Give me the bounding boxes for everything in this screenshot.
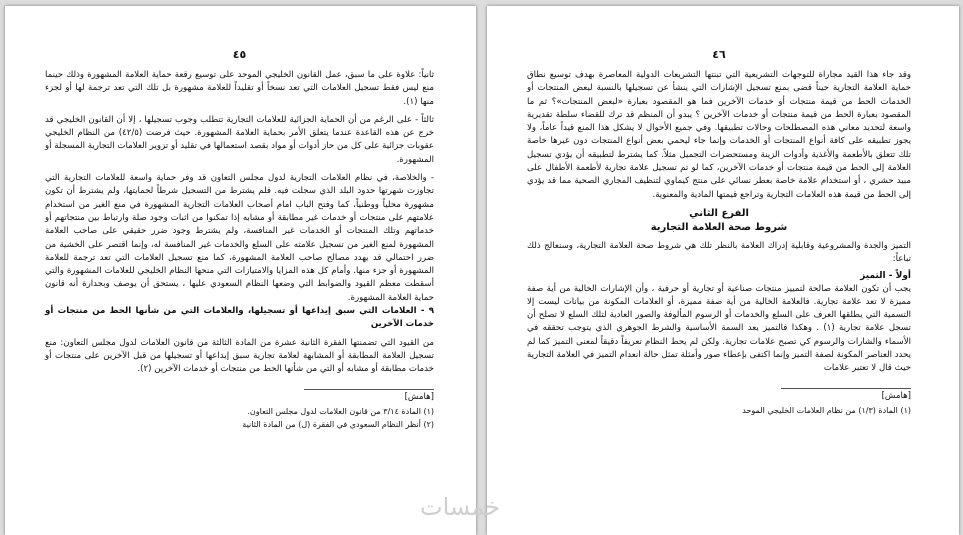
- paragraph: وقد جاء هذا القيد مجاراة للتوجهات التشريعية التي تبنتها التشريعات الدولية المعاصرة بهدف توسيع نطاق حماية العلامة التجارية حيناً قضى بمنع تسجيل الإشارات التي ينشأ عن تسجيلها بالنسبة لبعض المنتجات أو الخدمات الحط من قيمة منتجات أو خدمات الآخرين فما هو المقصود بعبارة «لبعض المنتجات»؟ ثم ما المقصود بعبارة الحط من قيمة منتجات أو خدمات الآخرين ؟ يبدو أن المنظم قد ترك للقضاء سلطة تقديرية واسعة لتحديد معاني هذه المصطلحات وحالات تطبيقها. وفي جميع الأحوال لا يشكل هذا المنع قيداً عاماً، ولا يجوز تطبيقه على كافة أنواع المنتجات أو الخدمات وإنما جاء ليحمي بعض أنواع المنتجات دون غيرها خاصة تلك تتعلق بالأطعمة والأغذية وأدوات الزينة ومستحضرات التجميل مثلاً. كما يشترط لتطبيقه أن يؤدي تسجيل العلامة إلى الحط من قيمة منتجات أو خدمات الآخرين، كما لو تم تسجيل علامة تجارية لأطعمة الأطفال على مبيد حشري ، أو استخدام علامة خاصة بعطر نسائي على منتج كيماوي لتنظيف المجاري الصحية مما قد يؤدي إلى الحط من قيمة هذه العلامات التجارية وتراجع قيمتها المادية والمعنوية.: [527, 70, 911, 200]
- footnote: (١) المادة ٣/١٤ من قانون العلامات لدول مجلس التعاون.: [247, 406, 434, 416]
- right-page: [487, 6, 959, 535]
- page-number: ٤٥: [232, 48, 247, 61]
- section-heading: ٩ - العلامات التي سبق إيداعها أو تسجيلها، والعلامات التي من شأنها الحط من منتجات أو خدمات الآخرين: [45, 306, 434, 330]
- section-heading: الفرع الثاني: [689, 207, 749, 219]
- paragraph: من القيود التي تضمنتها الفقرة الثانية عشرة من المادة الثالثة من قانون العلامات لدول مجلس التعاون: منع تسجيل العلامة المطابقة أو المشابهة لعلامة تجارية سبق إيداعها أو تسجيلها من قبل الآخرين على منتجات أو خدمات مطابقة أو مشابه أو التي من شأنها الحط من منتجات أو خدمات الآخرين (٢).: [45, 337, 434, 375]
- paragraph: ثالثاً - على الرغم من أن الحماية الجزائية للعلامات التجارية تتطلب وجوب تسجيلها ، إلا أن القانون الخليجي قد خرج عن هذه القاعدة عندما يتعلق الأمر بحماية العلامة المشهورة. حيث فرضت (٤٢/٥) من النظام الخليجي عقوبات جزائية على كل من حاز أدوات أو مواد بقصد استعمالها في تقليد أو تزوير العلامات التجارية المسجلة أو المشهورة.: [45, 114, 434, 165]
- footnote: (٢) أنظر النظام السعودي في الفقرة (ل) من المادة الثانية: [242, 419, 434, 429]
- paragraph: - والخلاصة، في نظام العلامات التجارية لدول مجلس التعاون قد وفر حماية واسعة للعلامات التجارية التي تجاوزت شهرتها حدود البلد الذي سجلت فيه. فلم يشترط من التسجيل شرطاً لحمايتها، ولم يشترط أن تكون مشهورة محلياً ووطنياً، كما وفتح الباب امام أصحاب العلامات التجارية المشهورة في منع الغير من استخدام علامتهم على منتجات أو خدمات غير مطابقة أو مشابه إذا تمكنوا من اثبات وجود صلة وارتباط بين منتجاتهم أو خدماتهم وتلك المنتجات أو الخدمات غير المنافسة، ولم يشترط وجود ضرر حقيقي على صاحب العلامة المشهورة لمنع الغير من تسجيل علامته على السلع والخدمات غير المنافسة له، وإنما اقتصر على الخشية من ضرر احتمالي قد يهدد مصالح صاحب العلامة المشهورة، كما منع تسجيل العلامات التي تعد ترجمة للعلامة المشهورة أو جزء منها. وأمام كل هذه المزايا والامتيازات التي منحها النظام الخليجي للعلامات المشهورة والتي أسقطت معظم القيود والضوابط التي وضعها النظام السعودي عليها ، يستحق أن يوصف وبجدارة أنه قانون حماية العلامة المشهورة.: [45, 173, 434, 303]
- watermark-logo: خمسات: [420, 493, 501, 521]
- left-page: [5, 6, 476, 535]
- footnote-label: [هامش]: [304, 389, 434, 403]
- paragraph: يجب أن تكون العلامة صالحة لتمييز منتجات صناعية أو تجارية أو حرفية ، وأن الإشارات الخالية من أية صفة مميزة لا تعد علامة تجارية. فالعلامة الخالية من أية صفة مميزة، أو العلامات المكونة من بيانات ليست إلا التسمية التي يطلقها العرف على السلع والخدمات أو الرسوم المألوفة والصور العادية لتلك السلع لا تصلح أن تسجل علامة تجارية (١) . وهكذا فالتميز يعد السمة الأساسية والشرط الجوهري الذي يتوجب تحققه في الأسماء والشارات والرسوم كي تصبح علامات تجارية. ولكن لم يحط النظام تعريفاً دقيقاً لمعنى التميز كما لم يحدد العناصر المكونة لصفة التميز وإنما اكتفى بإعطاء صور وأمثلة تمثل حالة انعدام التميز في العلامة التجارية حيث قال لا تعتبر علامات: [527, 283, 911, 374]
- footnote-label: [هامش]: [781, 388, 911, 402]
- section-title: شروط صحة العلامة التجارية: [650, 221, 788, 233]
- sub-heading: أولاً - التميز: [860, 270, 911, 281]
- paragraph: ثانياً: علاوة على ما سبق، عمل القانون الخليجي الموحد على توسيع رقعة حماية العلامة المشهورة وذلك حينما منع ليس فقط تسجيل العلامات التي تعد نسخاً أو تقليداً للعلامة مشهورة بل تلك التي تعد ترجمة لها أو لجزء منها (١).: [45, 70, 434, 107]
- page-number: ٤٦: [712, 48, 726, 61]
- footnote: (١) المادة (١/٣) من نظام العلامات الخليجي الموحد: [742, 405, 911, 415]
- paragraph: التميز والجدة والمشروعية وقابلية إدراك العلامة بالنظر تلك هي شروط صحة العلامة التجارية، وسنعالج ذلك تباعاً:: [527, 240, 911, 265]
